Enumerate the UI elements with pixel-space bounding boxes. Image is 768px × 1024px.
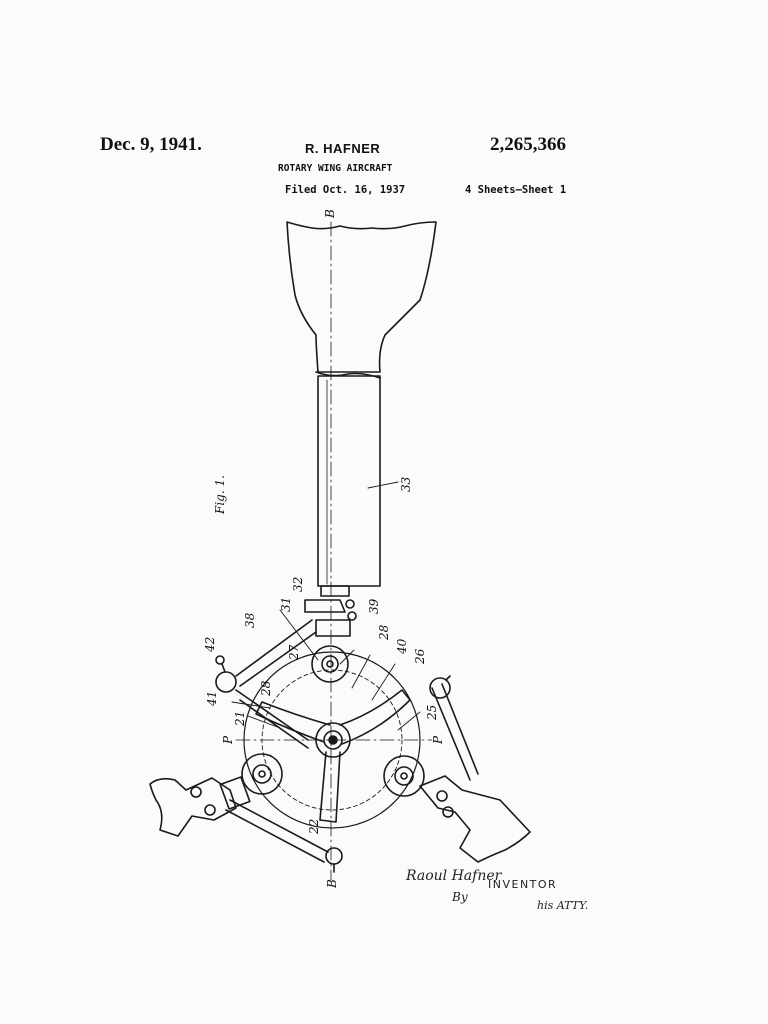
upper-roller — [312, 646, 348, 682]
ref-28b: 28 — [259, 680, 273, 696]
ref-27: 27 — [287, 644, 301, 660]
sheet-number: 4 Sheets–Sheet 1 — [465, 184, 567, 196]
right-blade-stub — [420, 776, 530, 862]
ref-32: 32 — [291, 576, 305, 592]
ref-33: 33 — [399, 476, 413, 492]
ref-31: 31 — [279, 596, 293, 612]
pivot-block — [321, 586, 349, 596]
patent-number: 2,265,366 — [490, 134, 566, 155]
inventor-signature: Raoul Hafner — [406, 868, 502, 884]
ref-21: 21 — [233, 710, 247, 726]
ref-42: 42 — [203, 636, 217, 652]
figure-label: Fig. 1. — [213, 475, 227, 514]
left-blade-stub — [150, 778, 236, 836]
ref-B-top: B — [323, 209, 337, 218]
ref-41: 41 — [205, 690, 219, 706]
ref-39: 39 — [367, 598, 381, 614]
filing-date: Filed Oct. 16, 1937 — [285, 184, 406, 196]
attorney-label: his ATTY. — [537, 899, 589, 912]
arm-upper-left — [236, 620, 316, 686]
ref-28a: 28 — [377, 624, 391, 640]
spoke-down — [320, 752, 340, 822]
ref-40: 40 — [395, 638, 409, 654]
ref-22: 22 — [307, 818, 321, 834]
ref-P-right: P — [431, 735, 445, 744]
inventor-role: INVENTOR — [488, 878, 558, 891]
spoke-left — [256, 702, 330, 742]
ref-26: 26 — [413, 648, 427, 664]
patent-date: Dec. 9, 1941. — [100, 134, 202, 155]
spoke-right — [340, 690, 410, 744]
inventor-name: R. HAFNER — [305, 141, 381, 156]
signature-by: By — [452, 890, 468, 904]
upper-housing — [287, 222, 436, 372]
ref-B-bottom: B — [325, 879, 339, 888]
ref-38: 38 — [243, 612, 257, 628]
ref-P-left: P — [221, 735, 235, 744]
left-roller — [242, 754, 282, 794]
ref-25: 25 — [425, 704, 439, 720]
patent-title: ROTARY WING AIRCRAFT — [278, 163, 393, 174]
